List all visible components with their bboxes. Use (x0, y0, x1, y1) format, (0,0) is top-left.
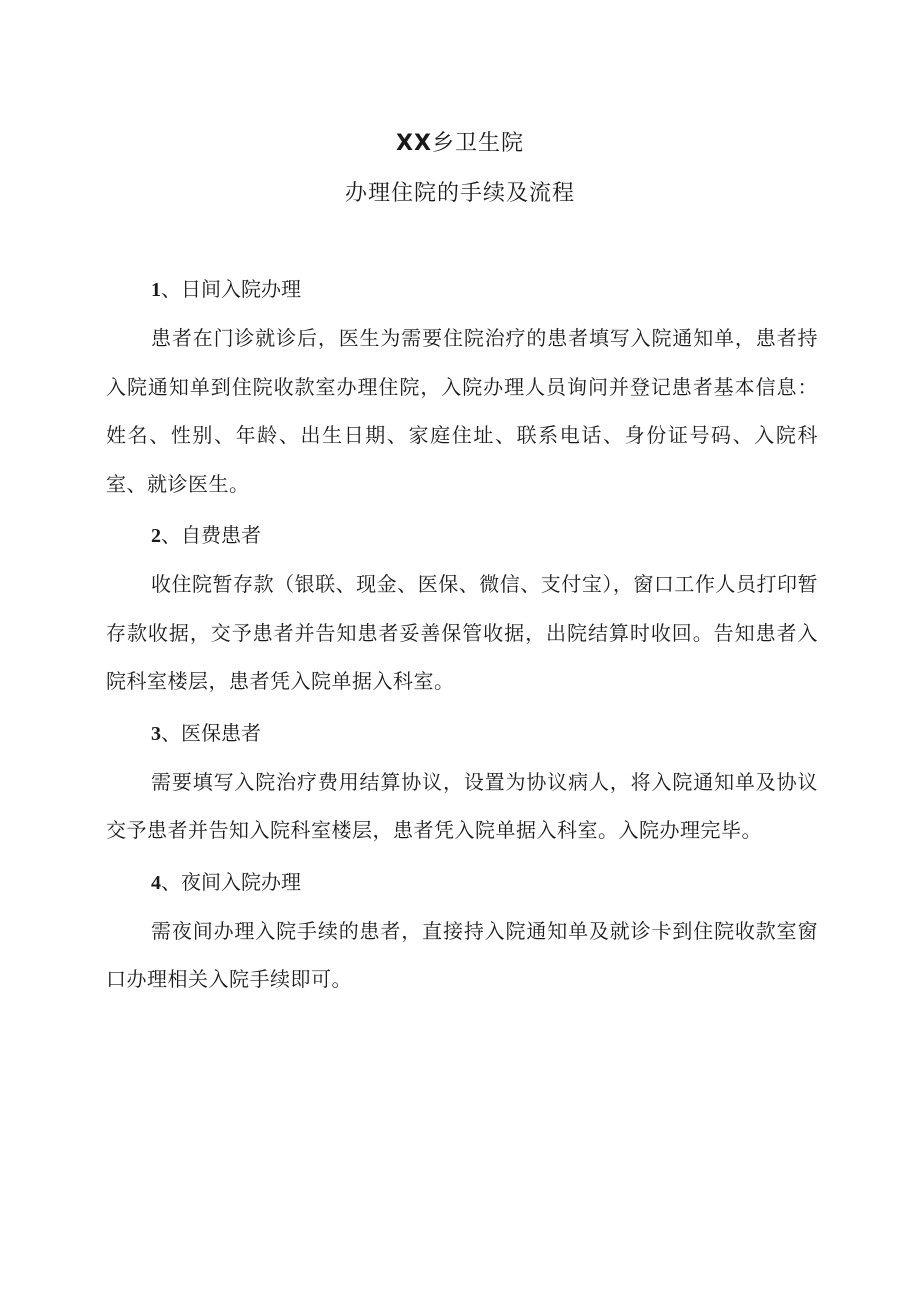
section-heading (106, 270, 818, 314)
section-paragraph: 需要填写入院治疗费用结算协议，设置为协议病人，将入院通知单及协议交予患者并告知入院科室楼层，患者凭入院单据入科室。入院办理完毕。 (106, 769, 818, 842)
section-heading-text: 日间入院办理 (181, 277, 301, 301)
section-heading (106, 863, 818, 907)
section-number: 1 (151, 279, 161, 301)
title-prefix: XX (396, 131, 432, 156)
document-title (0, 130, 920, 158)
section-heading-text: 自费患者 (181, 523, 261, 547)
section-heading-text: 医保患者 (181, 720, 261, 745)
section-heading (106, 714, 818, 758)
title-rest: 乡卫生院 (431, 131, 524, 156)
section-separator: 、 (161, 720, 181, 745)
section-heading (106, 516, 818, 560)
document-body (106, 270, 818, 1012)
section-paragraph: 需夜间办理入院手续的患者，直接持入院通知单及就诊卡到住院收款室窗口办理相关入院手续即可。 (106, 918, 818, 991)
document-subtitle: 办理住院的手续及流程 (344, 181, 575, 206)
section-separator: 、 (161, 869, 181, 894)
section-separator: 、 (161, 277, 181, 301)
section-number: 2 (151, 525, 161, 547)
section-3 (106, 714, 818, 855)
section-2 (106, 516, 818, 706)
section-number: 3 (151, 722, 161, 745)
section-separator: 、 (161, 523, 181, 547)
section-4 (106, 863, 818, 1004)
section-number: 4 (151, 871, 161, 894)
section-paragraph: 患者在门诊就诊后，医生为需要住院治疗的患者填写入院通知单，患者持入院通知单到住院收款室办理住院，入院办理人员询问并登记患者基本信息：姓名、性别、年龄、出生日期、家庭住址、联系电话、身份证号码、入院科室、就诊医生。 (106, 326, 818, 496)
section-heading-text: 夜间入院办理 (181, 869, 301, 894)
section-1 (106, 270, 818, 508)
section-paragraph: 收住院暂存款（银联、现金、医保、微信、支付宝），窗口工作人员打印暂存款收据，交予患者并告知患者妥善保管收据，出院结算时收回。告知患者入院科室楼层，患者凭入院单据入科室。 (106, 572, 818, 693)
